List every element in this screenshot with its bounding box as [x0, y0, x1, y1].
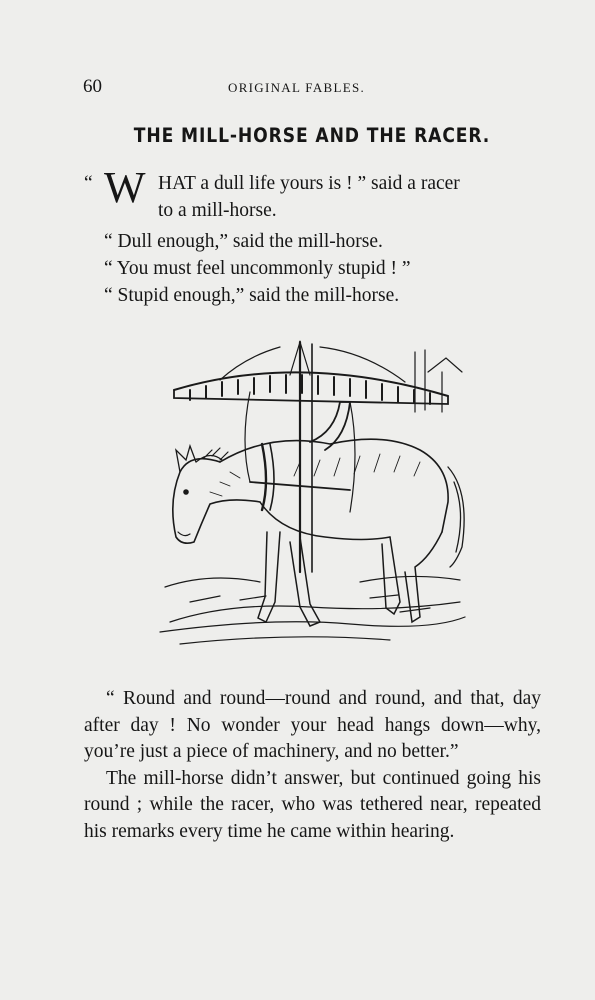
prose-paragraph: “ Round and round—round and round, and that, day after day ! No wonder your head hangs down—why, you’re just a piece of machinery, and no better.” — [84, 688, 541, 762]
opening-line-1: HAT a dull life yours is ! ” said a racer — [158, 173, 460, 194]
fable-title: THE MILL-HORSE AND THE RACER. — [133, 124, 491, 147]
opening-lines — [84, 163, 544, 228]
dialogue-line: “ You must feel uncommonly stupid ! ” — [104, 258, 411, 279]
dialogue-block — [84, 163, 544, 309]
running-head: ORIGINAL FABLES. — [228, 80, 366, 95]
opening-quote: “ — [84, 173, 93, 194]
prose-body — [84, 686, 541, 845]
prose-paragraph: The mill-horse didn’t answer, but continued going his round ; while the racer, who was tethered near, repeated his remarks every time he came within hearing. — [84, 767, 541, 842]
mill-horse-illustration — [150, 332, 470, 662]
page-number: 60 — [83, 76, 102, 97]
dialogue-line: “ Stupid enough,” said the mill-horse. — [104, 285, 400, 306]
dialogue-line: “ Dull enough,” said the mill-horse. — [104, 231, 383, 252]
opening-line-2: to a mill-horse. — [158, 200, 277, 221]
drop-cap: W — [104, 163, 146, 212]
